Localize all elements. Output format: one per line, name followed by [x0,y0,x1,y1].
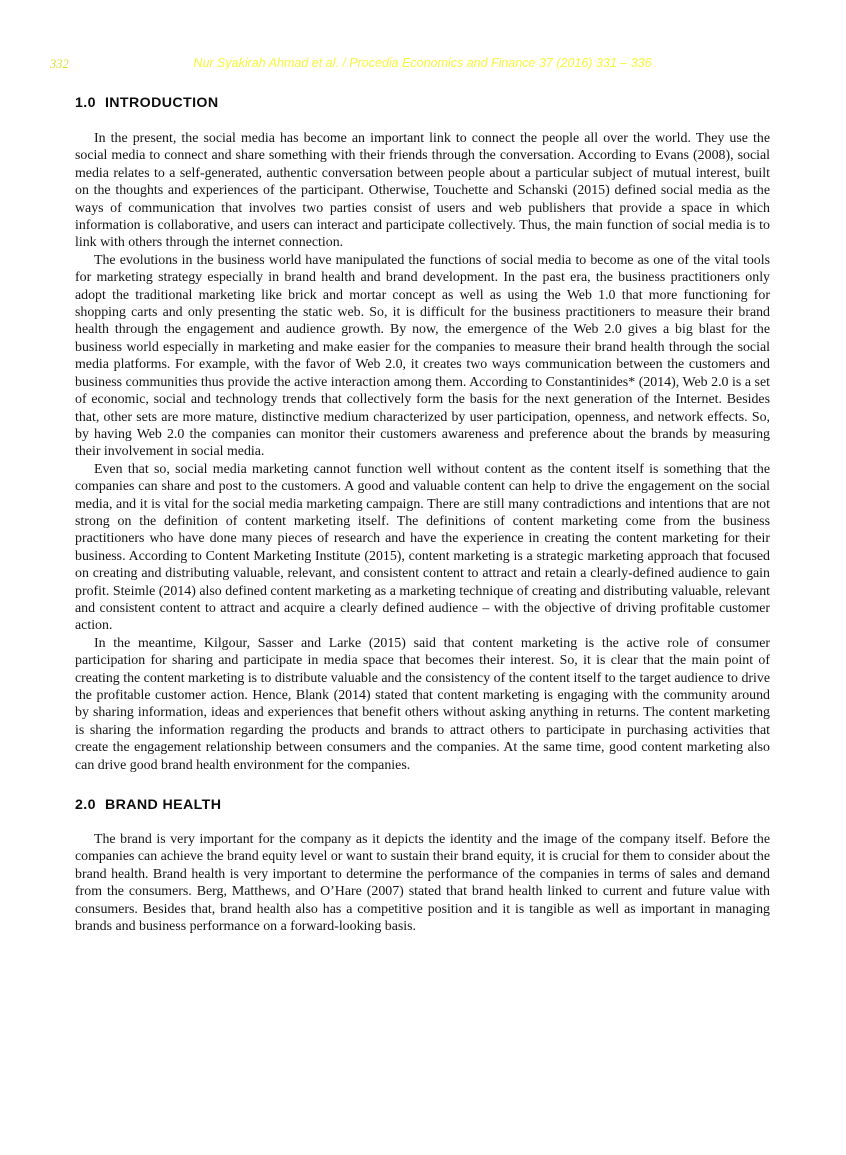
section-title: INTRODUCTION [104,95,219,111]
paragraph-intro-1: In the present, the social media has become an important link to connect the people all over the world. They use the social media to connect and share something with their friends through the conversation. According to Evans (2008), social media relates to a self-generated, authentic conversation between people about a particular subject of mutual interest, built on the thoughts and experiences of the participant. Otherwise, Touchette and Schanski (2015) defined social media as the ways of communication that involves two parties consist of users and web publishers that provide a space in which information is collaborative, and users can interact and participate collectively. Thus, the main function of social media is to link with others through the internet connection. [75,131,770,251]
section-title: BRAND HEALTH [104,797,222,814]
section-number: 2.0 [75,797,96,814]
section-number: 1.0 [75,95,96,111]
section-heading-brand-health [75,797,770,813]
paragraph-intro-2: The evolutions in the business world have manipulated the functions of social media to become as one of the vital tools for marketing strategy especially in brand health and brand development. In the past era, the business practitioners only adopt the traditional marketing like brick and mortar concept as well as using the Web 1.0 that more functioning for shopping carts and only presenting the static web. So, it is difficult for the business practitioners to measure their brand health through the engagement and audience growth. By now, the emergence of the Web 2.0 gives a big blast for the business world especially in marketing and make easier for the companies to measure their brand health through the social media platforms. For example, with the favor of Web 2.0, it creates two ways communication between the customers and business communities thus provide the active interaction among them. According to Constantinides* (2014), Web 2.0 is a set of economic, social and technology trends that collectively form the basis for the next generation of the Internet. Besides that, other sets are more mature, distinctive medium characterized by user participation, openness, and network effects. So, by having Web 2.0 the companies can monitor their customers awareness and preference about the brands by measuring their involvement in social media. [75,252,770,460]
page-header [0,56,846,74]
page-number: 332 [50,57,69,71]
section-heading-introduction [75,95,770,111]
paragraph-intro-3: Even that so, social media marketing cannot function well without content as the content itself is something that the companies can share and post to the customers. A good and valuable content can help to drive the engagement on the social media, and it is vital for the social media marketing campaign. There are still many contradictions and intentions that are not strong on the definition of content marketing itself. The definitions of content marketing come from the business practitioners who have done many pieces of research and have the experience in creating the content marketing for their business. According to Content Marketing Institute (2015), content marketing is a strategic marketing approach that focused on creating and distributing valuable, relevant, and consistent content to attract and retain a clearly-defined audience to gain profit. Steimle (2014) also defined content marketing as a marketing technique of creating and distributing valuable, relevant and consistent content to attract and acquire a clearly defined audience – with the objective of driving profitable customer action. [75,461,770,634]
paragraph-intro-4: In the meantime, Kilgour, Sasser and Larke (2015) said that content marketing is the active role of consumer participation for sharing and participate in media space that becomes their interest. So, it is clear that the main point of creating the content marketing is to distribute valuable and the consistency of the content itself to the target audience to drive the profitable customer action. Hence, Blank (2014) stated that content marketing is engaging with the community around by sharing information, ideas and experiences that benefit others without asking anything in returns. The content marketing is sharing the information regarding the products and brands to attract others to participate in purchasing activities that create the engagement relationship between consumers and the companies. At the same time, good content marketing also can drive good brand health environment for the companies. [75,635,770,773]
running-title: Nur Syakirah Ahmad et al. / Procedia Economics and Finance 37 (2016) 331 – 336 [193,56,652,70]
paragraph-brand-health-1: The brand is very important for the company as it depicts the identity and the image of the company itself. Before the companies can achieve the brand equity level or want to sustain their brand equity, it is crucial for them to consider about the brand health. Brand health is very important to determine the performance of the companies in terms of sales and demand from the consumers. Berg, Matthews, and O’Hare (2007) stated that brand health linked to current and future value with consumers. Besides that, brand health also has a competitive position and it is tangible as well as important in managing brands and business performance on a forward-looking basis. [75,832,770,935]
page-content [75,95,770,935]
